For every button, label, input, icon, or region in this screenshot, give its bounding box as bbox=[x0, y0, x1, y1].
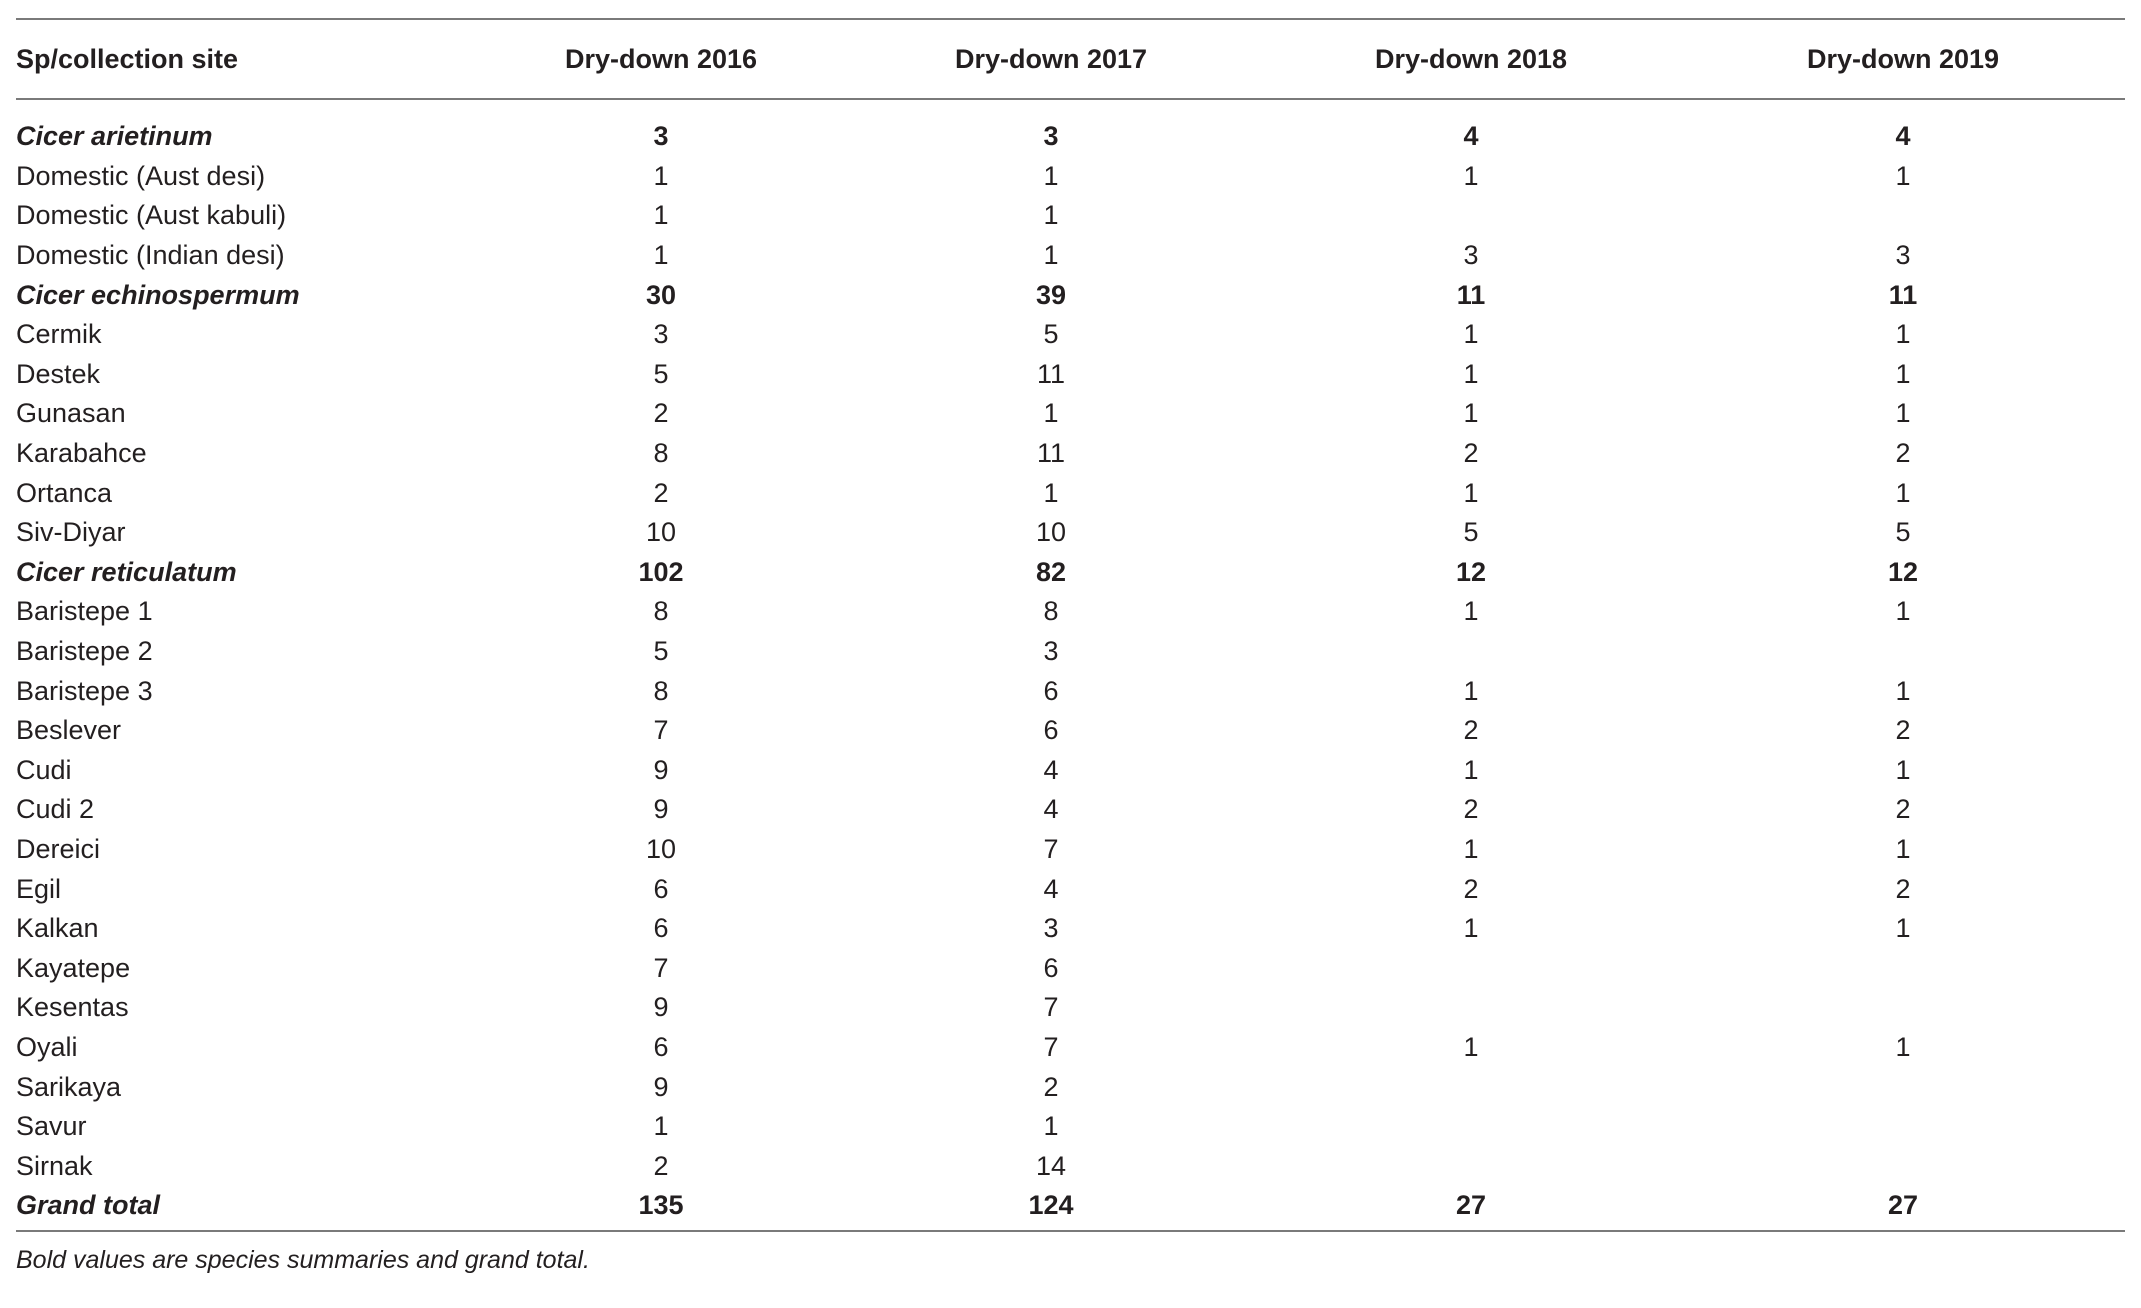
value-2019-cell: 2 bbox=[1895, 794, 1911, 825]
header-2018: Dry-down 2018 bbox=[1374, 43, 1568, 74]
site-cell: Domestic (Aust kabuli) bbox=[16, 200, 287, 231]
value-2017-cell: 1 bbox=[1043, 240, 1059, 271]
value-2019-cell bbox=[1681, 988, 2125, 1028]
value-2016-cell: 2 bbox=[653, 398, 669, 429]
value-2019-cell: 1 bbox=[1895, 675, 1911, 706]
value-2018-cell bbox=[1261, 948, 1681, 988]
value-2018-cell: 12 bbox=[1455, 556, 1487, 587]
value-2019-cell: 4 bbox=[1895, 121, 1911, 152]
site-cell: Baristepe 2 bbox=[16, 636, 153, 667]
value-2016-cell: 5 bbox=[653, 358, 669, 389]
table-row bbox=[16, 711, 2125, 751]
table-header bbox=[16, 19, 2125, 99]
header-row bbox=[16, 19, 2125, 99]
value-2017-cell: 6 bbox=[1043, 675, 1059, 706]
value-2018-cell: 1 bbox=[1463, 477, 1479, 508]
site-cell: Domestic (Aust desi) bbox=[16, 160, 266, 191]
value-2019-cell: 1 bbox=[1895, 596, 1911, 627]
value-2016-cell: 1 bbox=[653, 1111, 669, 1142]
value-2017-cell: 4 bbox=[1043, 754, 1059, 785]
value-2016-cell: 3 bbox=[653, 319, 669, 350]
value-2017-cell: 1 bbox=[1043, 200, 1059, 231]
value-2019-cell: 27 bbox=[1887, 1190, 1919, 1221]
table-row bbox=[16, 751, 2125, 791]
value-2017-cell: 3 bbox=[1043, 636, 1059, 667]
value-2016-cell: 7 bbox=[653, 952, 669, 983]
value-2018-cell: 1 bbox=[1463, 596, 1479, 627]
value-2017-cell: 2 bbox=[1043, 1071, 1059, 1102]
value-2018-cell bbox=[1261, 1107, 1681, 1147]
value-2019-cell: 1 bbox=[1895, 833, 1911, 864]
collection-site-table bbox=[16, 18, 2125, 1230]
table-row bbox=[16, 196, 2125, 236]
value-2019-cell bbox=[1681, 1107, 2125, 1147]
value-2018-cell: 1 bbox=[1463, 358, 1479, 389]
header-site: Sp/collection site bbox=[16, 43, 239, 74]
value-2019-cell: 1 bbox=[1895, 160, 1911, 191]
value-2018-cell: 2 bbox=[1463, 715, 1479, 746]
value-2016-cell: 8 bbox=[653, 675, 669, 706]
site-cell: Domestic (Indian desi) bbox=[16, 240, 285, 271]
site-cell: Ortanca bbox=[16, 477, 113, 508]
table-row bbox=[16, 988, 2125, 1028]
table-row bbox=[16, 434, 2125, 474]
value-2018-cell: 1 bbox=[1463, 754, 1479, 785]
table-row bbox=[16, 790, 2125, 830]
value-2016-cell: 1 bbox=[653, 160, 669, 191]
table-row bbox=[16, 948, 2125, 988]
value-2019-cell bbox=[1681, 196, 2125, 236]
value-2018-cell: 1 bbox=[1463, 160, 1479, 191]
value-2016-cell: 10 bbox=[645, 517, 677, 548]
value-2017-cell: 11 bbox=[1036, 358, 1066, 389]
value-2017-cell: 3 bbox=[1043, 121, 1059, 152]
value-2019-cell: 3 bbox=[1895, 240, 1911, 271]
value-2016-cell: 7 bbox=[653, 715, 669, 746]
value-2017-cell: 4 bbox=[1043, 873, 1059, 904]
value-2017-cell: 14 bbox=[1035, 1150, 1067, 1181]
value-2016-cell: 30 bbox=[645, 279, 677, 310]
value-2019-cell: 2 bbox=[1895, 715, 1911, 746]
value-2017-cell: 1 bbox=[1043, 1111, 1059, 1142]
summary-row bbox=[16, 553, 2125, 593]
value-2019-cell bbox=[1681, 948, 2125, 988]
value-2016-cell: 1 bbox=[653, 200, 669, 231]
site-cell: Dereici bbox=[16, 833, 101, 864]
value-2016-cell: 6 bbox=[653, 913, 669, 944]
site-cell: Cicer arietinum bbox=[16, 121, 213, 152]
site-cell: Baristepe 1 bbox=[16, 596, 153, 627]
table-body bbox=[16, 99, 2125, 1230]
table-row bbox=[16, 315, 2125, 355]
value-2017-cell: 6 bbox=[1043, 715, 1059, 746]
value-2018-cell: 4 bbox=[1463, 121, 1479, 152]
table-row bbox=[16, 394, 2125, 434]
value-2016-cell: 2 bbox=[653, 1150, 669, 1181]
table-row bbox=[16, 671, 2125, 711]
value-2018-cell: 2 bbox=[1463, 438, 1479, 469]
table-row bbox=[16, 1028, 2125, 1068]
value-2019-cell: 1 bbox=[1895, 319, 1911, 350]
value-2019-cell: 2 bbox=[1895, 438, 1911, 469]
value-2019-cell: 5 bbox=[1895, 517, 1911, 548]
site-cell: Beslever bbox=[16, 715, 122, 746]
bottom-rule bbox=[16, 1230, 2125, 1232]
value-2019-cell: 1 bbox=[1895, 1031, 1911, 1062]
value-2019-cell bbox=[1681, 1067, 2125, 1107]
value-2017-cell: 8 bbox=[1043, 596, 1059, 627]
table-footnote: Bold values are species summaries and grand total. bbox=[16, 1245, 590, 1274]
table-row bbox=[16, 513, 2125, 553]
site-cell: Cudi 2 bbox=[16, 794, 95, 825]
value-2016-cell: 6 bbox=[653, 1031, 669, 1062]
value-2018-cell: 1 bbox=[1463, 675, 1479, 706]
value-2016-cell: 8 bbox=[653, 596, 669, 627]
value-2018-cell: 1 bbox=[1463, 319, 1479, 350]
value-2019-cell: 11 bbox=[1888, 279, 1918, 310]
value-2017-cell: 4 bbox=[1043, 794, 1059, 825]
value-2017-cell: 10 bbox=[1035, 517, 1067, 548]
site-cell: Cudi bbox=[16, 754, 72, 785]
value-2018-cell bbox=[1261, 988, 1681, 1028]
value-2016-cell: 2 bbox=[653, 477, 669, 508]
value-2018-cell: 3 bbox=[1463, 240, 1479, 271]
site-cell: Oyali bbox=[16, 1031, 78, 1062]
value-2016-cell: 1 bbox=[653, 240, 669, 271]
site-cell: Savur bbox=[16, 1111, 87, 1142]
site-cell: Kalkan bbox=[16, 913, 99, 944]
site-cell: Cicer reticulatum bbox=[16, 556, 237, 587]
value-2016-cell: 10 bbox=[645, 833, 677, 864]
table-row bbox=[16, 909, 2125, 949]
value-2016-cell: 6 bbox=[653, 873, 669, 904]
value-2017-cell: 7 bbox=[1043, 992, 1059, 1023]
value-2019-cell: 2 bbox=[1895, 873, 1911, 904]
site-cell: Gunasan bbox=[16, 398, 126, 429]
value-2017-cell: 5 bbox=[1043, 319, 1059, 350]
value-2018-cell: 27 bbox=[1455, 1190, 1487, 1221]
site-cell: Kayatepe bbox=[16, 952, 131, 983]
value-2018-cell: 1 bbox=[1463, 398, 1479, 429]
data-table-container bbox=[16, 18, 2125, 1275]
table-row bbox=[16, 1067, 2125, 1107]
value-2017-cell: 82 bbox=[1035, 556, 1067, 587]
value-2017-cell: 1 bbox=[1043, 160, 1059, 191]
header-2016: Dry-down 2016 bbox=[564, 43, 758, 74]
value-2018-cell: 2 bbox=[1463, 794, 1479, 825]
value-2017-cell: 7 bbox=[1043, 1031, 1059, 1062]
value-2018-cell bbox=[1261, 632, 1681, 672]
value-2017-cell: 6 bbox=[1043, 952, 1059, 983]
value-2019-cell: 1 bbox=[1895, 358, 1911, 389]
summary-row bbox=[16, 117, 2125, 157]
header-2017: Dry-down 2017 bbox=[954, 43, 1148, 74]
value-2018-cell: 2 bbox=[1463, 873, 1479, 904]
value-2017-cell: 124 bbox=[1028, 1190, 1074, 1221]
table-row bbox=[16, 592, 2125, 632]
value-2016-cell: 9 bbox=[653, 754, 669, 785]
table-row bbox=[16, 632, 2125, 672]
value-2018-cell bbox=[1261, 196, 1681, 236]
table-row bbox=[16, 1146, 2125, 1186]
summary-row bbox=[16, 275, 2125, 315]
value-2018-cell: 11 bbox=[1456, 279, 1486, 310]
value-2017-cell: 1 bbox=[1043, 477, 1059, 508]
site-cell: Cicer echinospermum bbox=[16, 279, 300, 310]
value-2018-cell: 1 bbox=[1463, 1031, 1479, 1062]
value-2018-cell: 5 bbox=[1463, 517, 1479, 548]
value-2019-cell: 12 bbox=[1887, 556, 1919, 587]
table-row bbox=[16, 355, 2125, 395]
table-row bbox=[16, 473, 2125, 513]
site-cell: Karabahce bbox=[16, 438, 147, 469]
table-row bbox=[16, 1107, 2125, 1147]
value-2019-cell bbox=[1681, 1146, 2125, 1186]
summary-row bbox=[16, 1186, 2125, 1230]
value-2019-cell: 1 bbox=[1895, 477, 1911, 508]
value-2016-cell: 9 bbox=[653, 1071, 669, 1102]
value-2016-cell: 9 bbox=[653, 794, 669, 825]
value-2016-cell: 3 bbox=[653, 121, 669, 152]
value-2016-cell: 5 bbox=[653, 636, 669, 667]
value-2016-cell: 102 bbox=[638, 556, 684, 587]
table-row bbox=[16, 869, 2125, 909]
value-2017-cell: 39 bbox=[1035, 279, 1067, 310]
site-cell: Baristepe 3 bbox=[16, 675, 153, 706]
table-row bbox=[16, 157, 2125, 197]
site-cell: Cermik bbox=[16, 319, 102, 350]
site-cell: Sarikaya bbox=[16, 1071, 122, 1102]
value-2018-cell bbox=[1261, 1146, 1681, 1186]
site-cell: Egil bbox=[16, 873, 62, 904]
site-cell: Sirnak bbox=[16, 1150, 93, 1181]
header-spacer bbox=[16, 99, 2125, 117]
table-row bbox=[16, 236, 2125, 276]
table-row bbox=[16, 830, 2125, 870]
value-2017-cell: 7 bbox=[1043, 833, 1059, 864]
value-2019-cell: 1 bbox=[1895, 398, 1911, 429]
value-2018-cell: 1 bbox=[1463, 913, 1479, 944]
value-2019-cell: 1 bbox=[1895, 913, 1911, 944]
value-2016-cell: 135 bbox=[638, 1190, 684, 1221]
value-2017-cell: 3 bbox=[1043, 913, 1059, 944]
value-2017-cell: 11 bbox=[1036, 438, 1066, 469]
value-2017-cell: 1 bbox=[1043, 398, 1059, 429]
site-cell: Grand total bbox=[16, 1190, 161, 1221]
value-2018-cell: 1 bbox=[1463, 833, 1479, 864]
value-2019-cell: 1 bbox=[1895, 754, 1911, 785]
value-2016-cell: 9 bbox=[653, 992, 669, 1023]
value-2016-cell: 8 bbox=[653, 438, 669, 469]
site-cell: Destek bbox=[16, 358, 101, 389]
value-2019-cell bbox=[1681, 632, 2125, 672]
value-2018-cell bbox=[1261, 1067, 1681, 1107]
site-cell: Siv-Diyar bbox=[16, 517, 126, 548]
site-cell: Kesentas bbox=[16, 992, 129, 1023]
header-2019: Dry-down 2019 bbox=[1806, 43, 2000, 74]
